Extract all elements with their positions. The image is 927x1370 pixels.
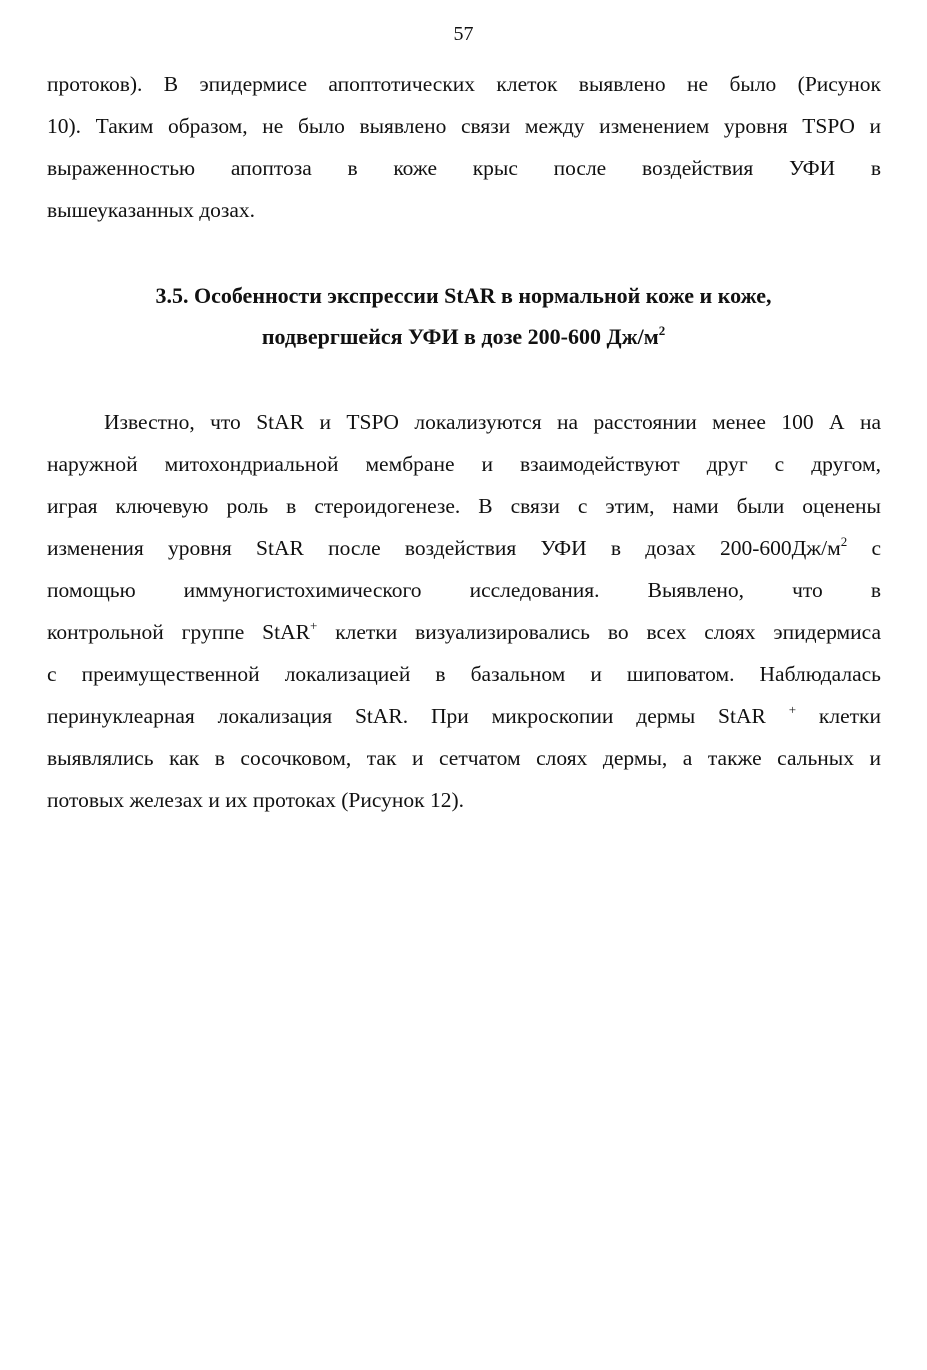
text-line: вышеуказанных дозах. [47,198,256,222]
text-line: играя ключевую роль в стероидогенезе. В связи с этим, нами были оценены [47,494,881,518]
section-heading-line-1: 3.5. Особенности экспрессии StAR в нормальной коже и коже, [155,283,772,308]
text-segment: клетки визуализировались во всех слоях эпидермиса [317,620,881,644]
page-number: 57 [453,23,474,45]
text-line [47,534,881,562]
superscript: 2 [840,534,848,549]
text-line: с преимущественной локализацией в базальном и шиповатом. Наблюдалась [47,662,881,686]
text-line: выраженностью апоптоза в коже крыс после воздействия УФИ в [47,156,881,180]
text-segment: с [847,536,881,560]
text-line: протоков). В эпидермисе апоптотических клеток выявлено не было (Рисунок [47,72,881,96]
text-line [47,702,881,730]
text-line: помощью иммуногистохимического исследования. Выявлено, что в [47,578,881,602]
text-line: наружной митохондриальной мембране и взаимодействуют друг с другом, [47,452,881,476]
text-line: потовых железах и их протоках (Рисунок 12). [47,788,464,812]
text-line: выявлялись как в сосочковом, так и сетчатом слоях дермы, а также сальных и [47,746,881,770]
text-line: 10). Таким образом, не было выявлено связи между изменением уровня TSPO и [47,114,881,138]
text-segment: клетки [796,704,881,728]
section-heading-line-2 [0,323,927,351]
text-line: Известно, что StAR и TSPO локализуются на расстоянии менее 100 А на [104,410,881,434]
text-line [47,618,881,646]
superscript: + [309,618,318,633]
text-segment: перинуклеарная локализация StAR. При микроскопии дермы StAR [47,704,789,728]
superscript: 2 [658,323,666,338]
superscript: + [788,702,797,717]
text-segment: изменения уровня StAR после воздействия УФИ в дозах 200-600Дж/м [47,536,841,560]
text-segment: контрольной группе StAR [47,620,310,644]
heading-text: подвергшейся УФИ в дозе 200-600 Дж/м [261,324,659,349]
